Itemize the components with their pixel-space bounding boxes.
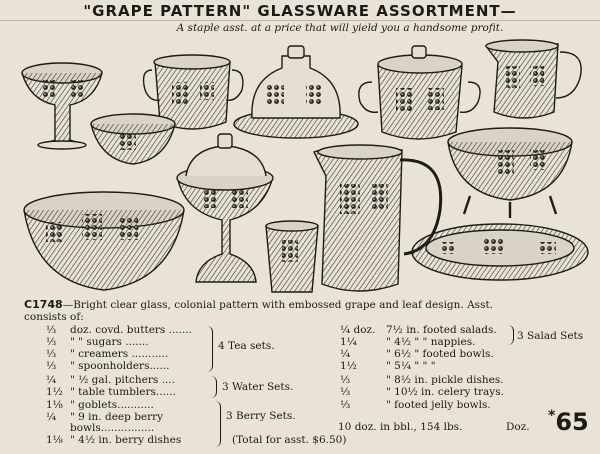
covered-butter [234, 46, 358, 138]
covered-sugar [359, 46, 480, 139]
list-item: 1⅛ " goblets........... [46, 399, 154, 411]
brace-tea [206, 326, 213, 372]
creamer [486, 40, 581, 118]
list-item: ¼ " 9 in. deep berry [46, 411, 164, 423]
list-item: ⅓ " 10½ in. celery trays. [340, 386, 504, 398]
shipping-info: 10 doz. in bbl., 154 lbs. [338, 421, 463, 433]
tumbler [266, 221, 318, 292]
footed-bowl [448, 128, 572, 218]
list-item: 1½ " table tumblers...... [46, 386, 176, 398]
list-item: ⅓ doz. covd. butters ....... [46, 324, 193, 336]
group-label-tea: 4 Tea sets. [218, 340, 275, 352]
group-label-water: 3 Water Sets. [222, 381, 294, 393]
water-pitcher [314, 145, 441, 291]
description-line-1: C1748—Bright clear glass, colonial pattern with embossed grape and leaf design. Asst. [24, 298, 494, 311]
list-item: ¼ " ½ gal. pitchers .... [46, 374, 175, 386]
berry-dish-small [91, 114, 175, 164]
list-item: ⅓ " spoonholders...... [46, 360, 170, 372]
page-subtitle: A staple asst. at a price that will yield you a handsome profit. [176, 22, 504, 34]
catalog-code: C1748 [24, 298, 63, 311]
celery-tray [412, 224, 588, 280]
list-item: ⅓ " creamers ........... [46, 348, 169, 360]
list-item: ¼ doz. 7½ in. footed salads. [340, 324, 497, 336]
list-item: 1½ " 5¼ " " " [340, 360, 436, 372]
list-item: ⅓ " footed jelly bowls. [340, 399, 491, 411]
list-item: 1⅛ " 4½ in. berry dishes [46, 434, 182, 446]
brace-berry [214, 401, 221, 447]
group-label-berry: 3 Berry Sets. [226, 410, 296, 422]
list-item: ⅓ " " sugars ....... [46, 336, 149, 348]
total-note: (Total for asst. $6.50) [232, 434, 347, 446]
brace-salad [508, 325, 514, 345]
description-line-2: consists of: [24, 311, 84, 323]
compote-goblet [22, 63, 102, 149]
price: *65 [548, 408, 589, 436]
list-item: 1¼ " 4½ " " nappies. [340, 336, 476, 348]
footed-jelly-compote [177, 134, 273, 282]
list-item: ⅓ " 8½ in. pickle dishes. [340, 374, 504, 386]
price-unit: Doz. [506, 421, 530, 433]
brace-water [210, 376, 217, 398]
list-item: bowls................ [70, 422, 155, 434]
list-item: ¼ " 6½ " footed bowls. [340, 348, 494, 360]
group-label-salad: 3 Salad Sets [517, 330, 584, 342]
deep-berry-bowl [24, 192, 184, 290]
page-title: "GRAPE PATTERN" GLASSWARE ASSORTMENT— [83, 2, 517, 20]
